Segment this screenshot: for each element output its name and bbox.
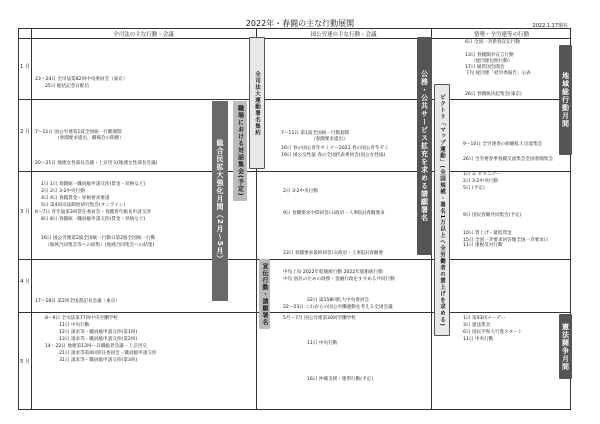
event-row: 14〜22日 地連第13回ー日職総者会議・上京団交 xyxy=(45,344,147,349)
column-header-zenshiho: 全司法の主な行動・会議 xyxy=(113,32,174,38)
event-row: 16日 春の国公青年セミナー2021 春の国公青年ゼミ xyxy=(281,146,389,151)
header-divider xyxy=(19,38,570,39)
event-row: 6日 国民平和大行進スタート xyxy=(463,330,523,335)
col-divider xyxy=(31,29,32,409)
event-row: 21日 請求等第4回常任委員会・職員総申請交渉 xyxy=(59,351,157,356)
event-row: 17日 通常国会開会 xyxy=(465,65,505,70)
event-row: 8日 8日 春闘統一職員総申請交渉(賃金・昇格など) xyxy=(41,217,146,222)
event-row: 22〜23日 これからの国公労働運動を考える全国会議 xyxy=(283,305,393,310)
event-row: 中旬上旬 2022年船舶統行動 2022年船舶統行動 xyxy=(283,270,383,275)
event-row: 16日 国公労連第2波全国統一行動日第2波全国統一行動 xyxy=(41,236,156,241)
event-row: 25日 総括記念日配信 xyxy=(45,84,90,89)
event-row: 10日 賃上げ・最低賃金 xyxy=(463,231,512,236)
event-row: 2日 3-2中央行動 xyxy=(283,189,318,194)
event-row: 26日 春闘統決起集会(東京) xyxy=(465,92,522,97)
event-row: （地域合同集会等への結集）(地域合同集会への結集) xyxy=(45,243,155,248)
event-row: 31日 請求等・職員総申請交渉(第3回) xyxy=(59,358,138,363)
schedule-table xyxy=(18,28,571,410)
event-row: 4日 4日 春闘賃金・昇格要求要請 xyxy=(41,196,110,201)
event-row: 13日 請求等・職員総申請交渉(第2回) xyxy=(59,337,138,342)
event-row: 7〜11日 国公労連第1波全国統一行動週間 xyxy=(35,130,122,135)
row-divider xyxy=(19,259,570,260)
campaign-bar: 地域総行動月間 xyxy=(559,45,572,155)
event-row: （経団連包囲行動） xyxy=(471,59,513,64)
campaign-bar: ピクトリ「マップ運動」(全国規模・署名1万以上へ全労働者の賃上げを求める) xyxy=(434,84,450,336)
event-row: 9〜10日 全労連春の組織拡大交流集会 xyxy=(463,142,543,147)
event-row: 22日 第158回拡大中央委員会 xyxy=(307,298,370,303)
campaign-bar: 全司法大運動署名集約 xyxy=(249,37,265,169)
campaign-bar: 総合民拡大強化月間（2月〜5月） xyxy=(212,101,228,301)
event-row: 11日 中央行動 xyxy=(307,341,338,346)
event-row: 中旬 国民のための財務・金融行政をすすめる共同行動 xyxy=(283,277,395,282)
column-header-josei: 情勢・全労連等の行動 xyxy=(473,32,529,38)
event-row: 11日 中央行動 xyxy=(59,323,90,328)
event-row: 6〜7日 青年協第3回常任委員会・春闘青年総長申請交渉 xyxy=(35,210,151,215)
column-header-kokko: 国公労連の主な行動・会議 xyxy=(310,32,377,38)
event-row: 23日 春闘要求最終回答日(政府・人事院)(春闘要 xyxy=(283,251,383,256)
event-row: 3日 憲法集会 xyxy=(463,323,491,328)
campaign-bar: 憲法闘争月間 xyxy=(559,314,572,379)
campaign-bar: 職場における対話集会(予定) xyxy=(233,101,247,201)
event-row: （春闘要求提出、職場会の開催） xyxy=(55,136,124,141)
event-row: 1日 1日 春闘統一職員総申請交渉(賃金・昇格など) xyxy=(41,182,146,187)
event-row: 16日 沖縄支援・連帯行動(予定) xyxy=(307,377,374,382)
row-divider xyxy=(19,99,570,100)
event-row: 19日 国公女性協 春の全国代表委員会(国公女性協) xyxy=(281,153,386,158)
month-label: 3 月 xyxy=(20,209,30,215)
page-title: 2022年・春闘の主な行動展開 xyxy=(245,19,355,28)
campaign-bar: 宣伝行動・請願署名 xyxy=(259,259,270,329)
event-row: 2日 2日 3-2中央行動 xyxy=(41,189,85,194)
event-row: 11日 中央行動 xyxy=(463,337,494,342)
month-label: 4 月 xyxy=(20,279,30,285)
event-row: 9日 春闘要求中間回答日(政府・人事院)(春闘要求 xyxy=(283,211,385,216)
campaign-bar: 公務・公共サービス拡充を求める請願署名 xyxy=(417,37,432,255)
event-row: 6日 全国一斉新春宣伝行動 xyxy=(465,40,520,45)
event-row: 26日 全労連春季春闘交流集会全国春闘集会 xyxy=(463,157,553,162)
month-label: 2 月 xyxy=(20,129,30,135)
event-row: 5日 (予定) xyxy=(463,186,485,191)
event-row: 17〜18日 第2回全国書記長会議（東京） xyxy=(35,299,120,304)
event-row: 9日 国民春闘共同集会(予定) xyxy=(463,213,522,218)
month-label: 1 月 xyxy=(20,64,30,70)
event-row: 13日 春闘闘争宣言行動 xyxy=(465,53,514,58)
event-row: 20〜21日 地連女性部長会議・上京団交(地連女性部長会議) xyxy=(35,161,158,166)
event-row: 2日 3-2中央行動 xyxy=(463,179,498,184)
event-row: 11日 重税反対行動 xyxy=(463,243,503,248)
event-row: 12日 請求等・職員総申請交渉(第1回) xyxy=(59,330,138,335)
event-row: 7〜11日 第1波全国統一行動週間 xyxy=(281,131,350,136)
as-of-date: 2022.1.17現在 xyxy=(532,23,568,29)
row-divider xyxy=(19,312,570,313)
event-row: 1日 第93回メーデー xyxy=(463,316,506,321)
event-row: 8〜9日 全司法第77回中央労働学校 xyxy=(45,316,118,321)
event-row: 1日 3. ビキニデー xyxy=(463,172,501,177)
event-row: 15日 全国一斉要求回答額全国一斉要求日 xyxy=(463,238,549,243)
event-row: 5日 第4回司法制度研究集会(オンライン) xyxy=(41,203,126,208)
event-row: 23〜24日 全司法第82回中央委員会（東京） xyxy=(35,77,128,82)
event-row: 下旬 経団連「経労委報告」公表 xyxy=(465,71,531,76)
event-row: 5月〜7月 国公労連第30回労働学校 xyxy=(283,316,356,321)
event-row: （春闘要求提出） xyxy=(311,137,348,142)
month-label: 5 月 xyxy=(20,359,30,365)
